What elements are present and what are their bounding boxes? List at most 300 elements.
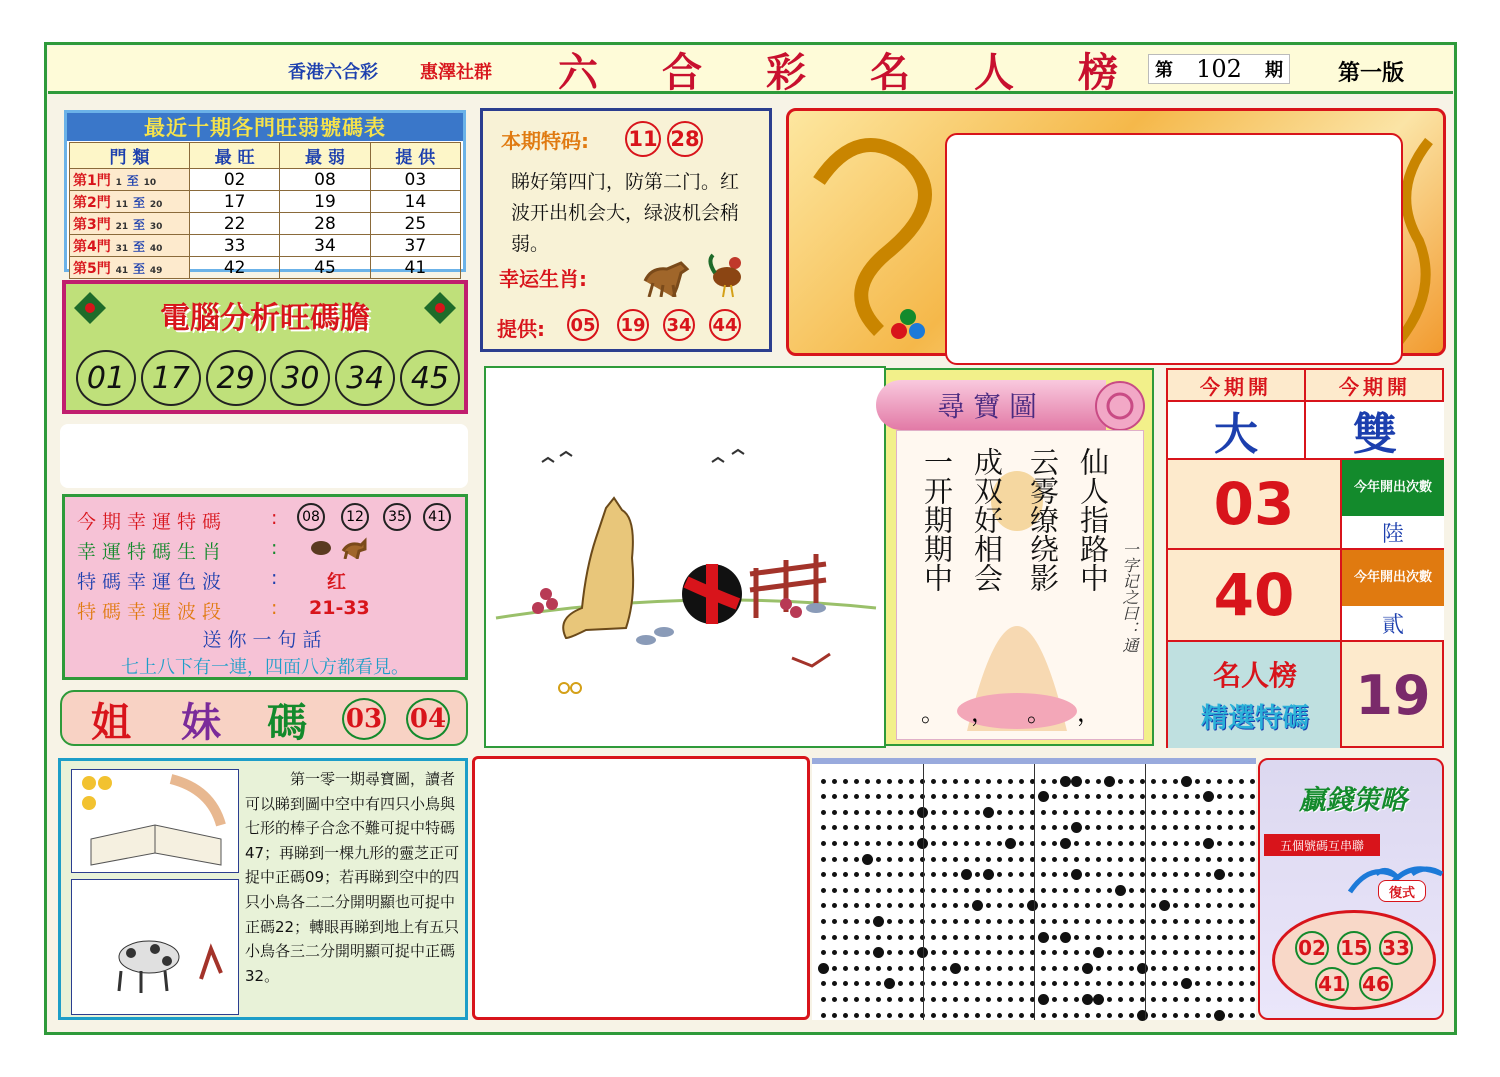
grid-dot <box>1129 919 1134 924</box>
grid-dot <box>884 978 895 989</box>
grid-dot <box>821 857 826 862</box>
grid-dot <box>1239 779 1244 784</box>
grid-dot <box>1162 825 1167 830</box>
grid-dot <box>1151 950 1156 955</box>
table-row: 第3門 21 至 30 22 28 25 <box>70 213 461 235</box>
grid-dot <box>1074 888 1079 893</box>
grid-dot <box>953 935 958 940</box>
grid-dot <box>843 872 848 877</box>
grid-dot <box>953 810 958 815</box>
grid-dot <box>953 981 958 986</box>
grid-dot <box>1093 994 1104 1005</box>
grid-dot <box>898 997 903 1002</box>
grid-dot <box>1129 888 1134 893</box>
grid-dot <box>1228 857 1233 862</box>
grid-dot <box>898 981 903 986</box>
grid-dot <box>1206 810 1211 815</box>
grid-dot <box>1214 1010 1225 1021</box>
grid-dot <box>1217 794 1222 799</box>
grid-dot <box>1118 841 1123 846</box>
grid-dot <box>942 903 947 908</box>
grid-dot <box>832 997 837 1002</box>
grid-dot <box>1129 857 1134 862</box>
grid-dot <box>898 888 903 893</box>
grid-dot <box>909 857 914 862</box>
dot-grid <box>812 764 1256 1020</box>
blank-box <box>60 424 468 488</box>
grid-dot <box>975 981 980 986</box>
grid-dot <box>1107 794 1112 799</box>
grid-dot <box>1118 857 1123 862</box>
grid-dot <box>953 919 958 924</box>
grid-dot <box>1008 888 1013 893</box>
grid-dot <box>986 997 991 1002</box>
grid-dot <box>986 794 991 799</box>
grid-dot <box>1096 872 1101 877</box>
grid-dot <box>1052 825 1057 830</box>
grid-dot <box>1019 997 1024 1002</box>
grid-dot <box>1071 776 1082 787</box>
grid-dot <box>1129 841 1134 846</box>
grid-dot <box>843 810 848 815</box>
grid-dot <box>1195 888 1200 893</box>
grid-dot <box>975 919 980 924</box>
grid-dot <box>832 872 837 877</box>
grid-dot <box>953 841 958 846</box>
grid-dot <box>1096 919 1101 924</box>
grid-dot <box>986 950 991 955</box>
grid-dot <box>964 779 969 784</box>
grid-dot <box>1173 981 1178 986</box>
grid-dot <box>997 872 1002 877</box>
grid-dot <box>1071 822 1082 833</box>
grid-dot <box>1250 794 1255 799</box>
grid-dot <box>1019 966 1024 971</box>
grid-dot <box>1228 966 1233 971</box>
grid-dot <box>1085 888 1090 893</box>
grid-dot <box>1041 888 1046 893</box>
grid-dot <box>1195 841 1200 846</box>
grid-dot <box>876 997 881 1002</box>
grid-dot <box>854 779 859 784</box>
grid-dot <box>1151 810 1156 815</box>
grid-dot <box>876 794 881 799</box>
grid-dot <box>1184 825 1189 830</box>
grid-dot <box>1250 950 1255 955</box>
grid-dot <box>1184 857 1189 862</box>
grid-dot <box>986 919 991 924</box>
grid-dot <box>1173 935 1178 940</box>
grid-dot <box>854 841 859 846</box>
holly-icon <box>70 288 110 328</box>
grid-dot <box>1151 857 1156 862</box>
grid-dot <box>997 888 1002 893</box>
grid-dot <box>1019 779 1024 784</box>
grid-dot <box>1096 825 1101 830</box>
grid-dot <box>1107 857 1112 862</box>
grid-dot <box>1129 966 1134 971</box>
grid-dot <box>1184 794 1189 799</box>
grid-dot <box>1140 872 1145 877</box>
grid-dot <box>1228 903 1233 908</box>
grid-dot <box>1129 935 1134 940</box>
grid-dot <box>942 872 947 877</box>
grid-dot <box>1085 950 1090 955</box>
grid-dot <box>917 947 928 958</box>
grid-dot <box>1008 794 1013 799</box>
grid-dot <box>832 857 837 862</box>
grid-dot <box>975 810 980 815</box>
grid-dot <box>843 981 848 986</box>
grid-dot <box>1140 997 1145 1002</box>
book-illustration <box>71 769 239 873</box>
grid-dot <box>876 841 881 846</box>
grid-dot <box>1206 950 1211 955</box>
grid-dot <box>821 841 826 846</box>
grid-dot <box>1019 872 1024 877</box>
grid-dot <box>843 966 848 971</box>
grid-dot <box>832 919 837 924</box>
grid-dot <box>1096 903 1101 908</box>
grid-dot <box>1063 1013 1068 1018</box>
grid-dot <box>1162 794 1167 799</box>
grid-dot <box>1228 981 1233 986</box>
grid-dot <box>854 950 859 955</box>
grid-dot <box>975 841 980 846</box>
grid-dot <box>986 966 991 971</box>
grid-dot <box>1118 935 1123 940</box>
grid-dot <box>1173 825 1178 830</box>
result-num-2: 40 <box>1168 550 1342 642</box>
grid-dot <box>1019 981 1024 986</box>
grid-dot <box>1041 857 1046 862</box>
grid-dot <box>986 779 991 784</box>
result-num-1: 03 <box>1168 460 1342 550</box>
grid-dot <box>887 903 892 908</box>
grid-dot <box>1206 857 1211 862</box>
grid-dot <box>843 888 848 893</box>
grid-dot <box>1162 997 1167 1002</box>
grid-dot <box>1140 981 1145 986</box>
grid-dot <box>898 903 903 908</box>
grid-dot <box>1129 997 1134 1002</box>
grid-dot <box>1118 966 1123 971</box>
grid-dot <box>1239 903 1244 908</box>
grid-dot <box>1214 869 1225 880</box>
special-code-panel: 本期特码: 11 28 睇好第四门，防第二门。红波开出机会大，绿波机会稍弱。 幸运生肖: 提供: 05 19 34 44 <box>480 108 772 352</box>
grid-dot <box>1071 869 1082 880</box>
grid-dot <box>865 888 870 893</box>
grid-dot <box>909 1013 914 1018</box>
grid-dot <box>898 966 903 971</box>
blank-red-box <box>472 756 810 1020</box>
grid-dot <box>854 966 859 971</box>
grid-dot <box>986 935 991 940</box>
grid-dot <box>1239 1013 1244 1018</box>
grid-dot <box>876 1013 881 1018</box>
grid-dot <box>1173 997 1178 1002</box>
grid-dot <box>1008 935 1013 940</box>
grid-dot <box>1074 981 1079 986</box>
grid-dot <box>1129 810 1134 815</box>
grid-dot <box>1195 903 1200 908</box>
grid-dot <box>1060 932 1071 943</box>
grid-dot <box>876 779 881 784</box>
grid-dot <box>909 794 914 799</box>
grid-dot <box>931 888 936 893</box>
grid-dot <box>1052 966 1057 971</box>
grid-dot <box>909 841 914 846</box>
grid-dot <box>821 997 826 1002</box>
grid-dot <box>1118 997 1123 1002</box>
special-text: 睇好第四门，防第二门。红波开出机会大，绿波机会稍弱。 <box>511 171 740 255</box>
grid-dot <box>1151 1013 1156 1018</box>
grid-dot <box>1184 888 1189 893</box>
grid-dot <box>953 794 958 799</box>
grid-dot <box>887 872 892 877</box>
grid-dot <box>876 810 881 815</box>
grid-dot <box>997 981 1002 986</box>
grid-dot <box>1173 888 1178 893</box>
grid-dot <box>1052 841 1057 846</box>
grid-dot <box>1195 919 1200 924</box>
grid-dot <box>1052 888 1057 893</box>
grid-dot <box>1173 779 1178 784</box>
grid-dot <box>942 919 947 924</box>
grid-dot <box>909 981 914 986</box>
grid-dot <box>1096 857 1101 862</box>
grid-dot <box>1019 1013 1024 1018</box>
strategy-title: 贏錢策略 <box>1299 785 1407 816</box>
grid-dot <box>843 794 848 799</box>
grid-dot <box>898 950 903 955</box>
grid-dot <box>942 857 947 862</box>
grid-dot <box>1074 841 1079 846</box>
grid-dot <box>854 919 859 924</box>
grid-dot <box>1115 885 1126 896</box>
grid-dot <box>1217 997 1222 1002</box>
grid-dot <box>909 872 914 877</box>
edition-label: 第一版 <box>1338 61 1405 86</box>
grid-dot <box>909 950 914 955</box>
grid-dot <box>832 825 837 830</box>
grid-dot <box>1250 981 1255 986</box>
grid-dot <box>854 825 859 830</box>
grid-dot <box>964 903 969 908</box>
grid-dot <box>1217 779 1222 784</box>
grid-dot <box>1195 935 1200 940</box>
grid-dot <box>1140 935 1145 940</box>
grid-dot <box>854 857 859 862</box>
grid-dot <box>1217 919 1222 924</box>
grid-dot <box>1063 794 1068 799</box>
grid-dot <box>964 857 969 862</box>
grid-dot <box>1217 810 1222 815</box>
grid-dot <box>1195 779 1200 784</box>
grid-dot <box>1184 841 1189 846</box>
grid-dot <box>953 1013 958 1018</box>
grid-dot <box>887 1013 892 1018</box>
grid-dot <box>1085 794 1090 799</box>
grid-dot <box>1074 935 1079 940</box>
grid-dot <box>865 872 870 877</box>
grid-dot <box>1107 981 1112 986</box>
grid-dot <box>821 950 826 955</box>
grid-dot <box>1250 779 1255 784</box>
grid-dot <box>1162 888 1167 893</box>
grid-dot <box>1239 872 1244 877</box>
grid-dot <box>1041 950 1046 955</box>
grid-dot <box>1107 841 1112 846</box>
grid-dot <box>832 950 837 955</box>
grid-dot <box>1206 872 1211 877</box>
grid-dot <box>1206 1013 1211 1018</box>
grid-dot <box>1184 950 1189 955</box>
grid-dot <box>1107 903 1112 908</box>
grid-dot <box>1181 776 1192 787</box>
grid-dot <box>1107 919 1112 924</box>
grid-dot <box>1085 935 1090 940</box>
grid-dot <box>1228 794 1233 799</box>
grid-dot <box>1118 919 1123 924</box>
grid-dot <box>1206 919 1211 924</box>
grid-dot <box>1239 841 1244 846</box>
grid-dot <box>1206 997 1211 1002</box>
grid-dot <box>865 950 870 955</box>
grid-dot <box>1008 903 1013 908</box>
grid-dot <box>887 888 892 893</box>
grid-dot <box>1074 794 1079 799</box>
grid-dot <box>865 997 870 1002</box>
grid-dot <box>942 779 947 784</box>
grid-dot <box>1173 857 1178 862</box>
page-title: 六 合 彩 名 人 榜 <box>558 48 1118 96</box>
grid-dot <box>964 841 969 846</box>
grid-dot <box>931 872 936 877</box>
grid-dot <box>997 825 1002 830</box>
grid-dot <box>854 810 859 815</box>
grid-dot <box>1052 872 1057 877</box>
grid-dot <box>964 966 969 971</box>
grid-dot <box>832 981 837 986</box>
grid-dot <box>1063 825 1068 830</box>
grid-dot <box>909 903 914 908</box>
grid-dot <box>1162 872 1167 877</box>
grid-dot <box>854 794 859 799</box>
grid-dot <box>1052 919 1057 924</box>
grid-dot <box>1008 857 1013 862</box>
grid-dot <box>854 1013 859 1018</box>
celebrity-pick: 名人榜 精選特碼 <box>1168 642 1342 748</box>
grid-dot <box>942 950 947 955</box>
grid-dot <box>821 888 826 893</box>
grid-dot <box>898 779 903 784</box>
grid-dot <box>931 966 936 971</box>
grid-dot <box>1096 1013 1101 1018</box>
grid-dot <box>964 919 969 924</box>
grid-dot <box>1140 950 1145 955</box>
grid-dot <box>997 903 1002 908</box>
grid-dot <box>1162 919 1167 924</box>
grid-dot <box>865 919 870 924</box>
grid-dot <box>1228 950 1233 955</box>
grid-dot <box>1038 791 1049 802</box>
grid-dot <box>865 981 870 986</box>
grid-dot <box>1239 810 1244 815</box>
grid-dot <box>887 966 892 971</box>
grid-dot <box>931 825 936 830</box>
grid-dot <box>1129 950 1134 955</box>
grid-dot <box>1063 997 1068 1002</box>
decorative-banner <box>786 108 1446 356</box>
grid-dot <box>975 872 980 877</box>
grid-dot <box>865 935 870 940</box>
grid-dot <box>1063 810 1068 815</box>
grid-dot <box>1239 935 1244 940</box>
grid-dot <box>1008 950 1013 955</box>
grid-dot <box>876 857 881 862</box>
grid-dot <box>843 841 848 846</box>
grid-dot <box>865 810 870 815</box>
grid-dot <box>1129 981 1134 986</box>
grid-dot <box>876 966 881 971</box>
grid-dot <box>1041 841 1046 846</box>
dog-illustration <box>71 879 239 1015</box>
grid-dot <box>1096 779 1101 784</box>
grid-dot <box>975 794 980 799</box>
grid-dot <box>865 825 870 830</box>
grid-dot <box>1151 903 1156 908</box>
grid-dot <box>1041 1013 1046 1018</box>
grid-dot <box>1250 997 1255 1002</box>
grid-dot <box>1107 872 1112 877</box>
grid-dot <box>898 810 903 815</box>
grid-dot <box>1250 872 1255 877</box>
grid-dot <box>997 794 1002 799</box>
grid-dot <box>997 810 1002 815</box>
grid-dot <box>1082 994 1093 1005</box>
grid-dot <box>997 857 1002 862</box>
grid-dot <box>1085 919 1090 924</box>
grid-dot <box>1217 966 1222 971</box>
grid-dot <box>1250 1013 1255 1018</box>
grid-dot <box>975 950 980 955</box>
header-bar <box>48 46 1453 94</box>
grid-dot <box>876 825 881 830</box>
treasure-map-title: 尋寶圖 <box>876 380 1106 430</box>
grid-dot <box>1085 1013 1090 1018</box>
grid-dot <box>950 963 961 974</box>
grid-dot <box>1162 950 1167 955</box>
grid-dot <box>1151 825 1156 830</box>
grid-dot <box>942 825 947 830</box>
grid-dot <box>854 981 859 986</box>
grid-dot <box>821 794 826 799</box>
grid-dot <box>1107 1013 1112 1018</box>
grid-dot <box>972 900 983 911</box>
grid-dot <box>1085 903 1090 908</box>
grid-dot <box>1250 857 1255 862</box>
treasure-map-panel <box>884 368 1154 746</box>
grid-dot <box>997 841 1002 846</box>
grid-dot <box>832 841 837 846</box>
grid-dot <box>1005 838 1016 849</box>
grid-dot <box>1151 935 1156 940</box>
grid-dot <box>1228 1013 1233 1018</box>
grid-dot <box>821 1013 826 1018</box>
grid-dot <box>986 981 991 986</box>
grid-dot <box>898 1013 903 1018</box>
